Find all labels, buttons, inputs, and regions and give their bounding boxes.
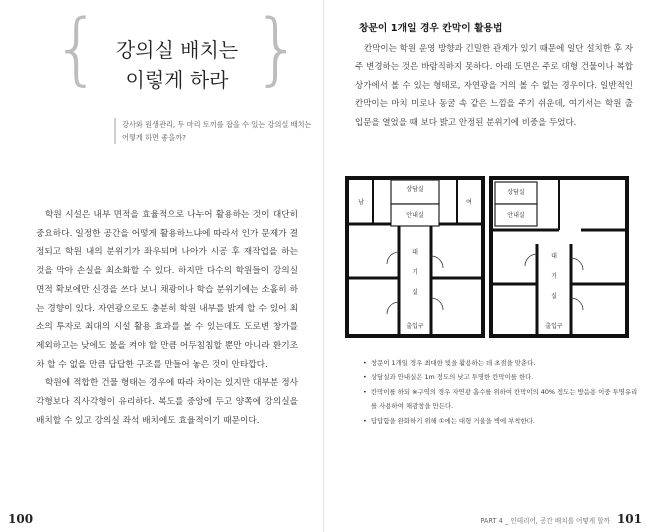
room-label: 안내실 bbox=[406, 212, 424, 219]
intro-text bbox=[355, 40, 633, 132]
room-label: 출입구 bbox=[545, 323, 563, 330]
body-paragraph: 학원에 적합한 건물 형태는 경우에 따라 차이는 있지만 대부분 정사각형보다 직사각형이 유리하다. 복도를 중앙에 두고 양쪽에 강의실을 배치할 수 있고 강의실 좌석 배치에도 효율적이기 때문이다. bbox=[36, 378, 298, 426]
door-swing bbox=[525, 254, 537, 266]
floor-plan-2-drawing bbox=[489, 174, 629, 340]
chapter-title bbox=[52, 4, 302, 100]
left-body-text bbox=[36, 206, 298, 430]
running-footer: PART 4 _ 인테리어, 공간 배치를 어떻게 할까 bbox=[480, 517, 610, 525]
page-number-left: 100 bbox=[8, 512, 34, 526]
room-label: 남 bbox=[358, 199, 364, 206]
door-swing bbox=[571, 258, 583, 270]
list-item: • 답답함을 완화하기 위해 ①에는 대형 거울을 벽에 부착한다. bbox=[363, 414, 639, 428]
floor-plan-1-drawing bbox=[345, 174, 485, 340]
left-brace-ornament: { bbox=[52, 4, 102, 94]
door-swing bbox=[431, 298, 443, 310]
floor-plan-2 bbox=[489, 174, 629, 340]
room-label: 여 bbox=[466, 199, 472, 206]
room-label: 실 bbox=[551, 293, 557, 300]
body-paragraph: 학원 시설은 내부 면적을 효율적으로 나누어 활용하는 것이 대단히 중요하다. 일정한 공간을 어떻게 활용하느냐에 따라서 인가 문제가 결정되고 학원 내의 분위기가 좌우되며 나아가 시공 후 재작업을 하는 것을 막아 손실을 최소화할 수 있다. 하지만 다수의 학원들이 강의실 면적 확보에만 신경을 쓰다 보니 채광이나 학습 분위기에는 소홀히 하는 경향이 있다. 자연광으로도 충분히 학원 내부를 밝게 할 수 있어 최소의 투자로 최대의 시설 활용 효과를 볼 수 있는데도 도로변 창가를 제외하고는 낮에도 불을 켜야 할 만큼 어두침침할 뿐만 아니라 환기조차 할 수 없을 만큼 답답한 구조를 만들어 놓은 것이 안타깝다. bbox=[36, 210, 298, 370]
list-item: • 창문이 1개일 경우 최대한 빛을 활용하는 데 초점을 맞춘다. bbox=[363, 356, 639, 370]
section-heading: 창문이 1개일 경우 칸막이 활용법 bbox=[359, 23, 503, 34]
intro-paragraph: 칸막이는 학원 운영 방향과 긴밀한 관계가 있기 때문에 일단 설치한 후 자주 변경하는 것은 바람직하지 못하다. 아래 도면은 주로 대형 건물이나 복합 상가에서 볼 수 있는 형태로, 자연광을 거의 볼 수 없는 경우이다. 일반적인 칸막이는 마치 미로나 동굴 속 같은 느낌을 주기 쉬운데, 여기서는 학원 출입문을 열었을 때 보다 밝고 안정된 분위기에 비중을 두었다. bbox=[355, 44, 633, 128]
plan-notes-list bbox=[363, 356, 639, 428]
right-brace-ornament: } bbox=[252, 4, 302, 94]
door-swing bbox=[387, 302, 399, 314]
door-swing bbox=[387, 252, 399, 264]
room-label: 출입구 bbox=[406, 323, 424, 330]
list-item: • 상담실과 안내실은 1m 정도의 낮고 투명한 칸막이를 한다. bbox=[363, 370, 639, 384]
room-label: 대 bbox=[412, 249, 418, 256]
door-swing bbox=[571, 298, 583, 310]
room-label: 실 bbox=[412, 289, 418, 296]
title-line-2: 이렇게 하라 bbox=[125, 68, 229, 92]
chapter-subtitle: 강사와 원생관리, 두 마리 토끼를 잡을 수 있는 강의실 배치는 어떻게 하면 좋을까? bbox=[114, 118, 318, 144]
page-number-right: 101 bbox=[616, 512, 642, 526]
title-line-1: 강의실 배치는 bbox=[115, 38, 239, 62]
floor-plan-1 bbox=[345, 174, 485, 340]
room-label: 상담실 bbox=[507, 189, 525, 196]
room-label: 대 bbox=[551, 253, 557, 260]
room-label: 기 bbox=[551, 273, 557, 280]
right-page bbox=[325, 0, 650, 532]
room-label: 기 bbox=[412, 269, 418, 276]
room-label: 안내실 bbox=[507, 212, 525, 219]
list-item: • 칸막이를 하되 ※구역의 경우 자연광 흡수를 위하여 칸막이의 40% 정도는 방음용 이중 투명유리를 사용하여 채광창을 만든다. bbox=[363, 385, 639, 414]
room-label: 상담실 bbox=[406, 186, 424, 193]
door-swing bbox=[431, 256, 443, 268]
